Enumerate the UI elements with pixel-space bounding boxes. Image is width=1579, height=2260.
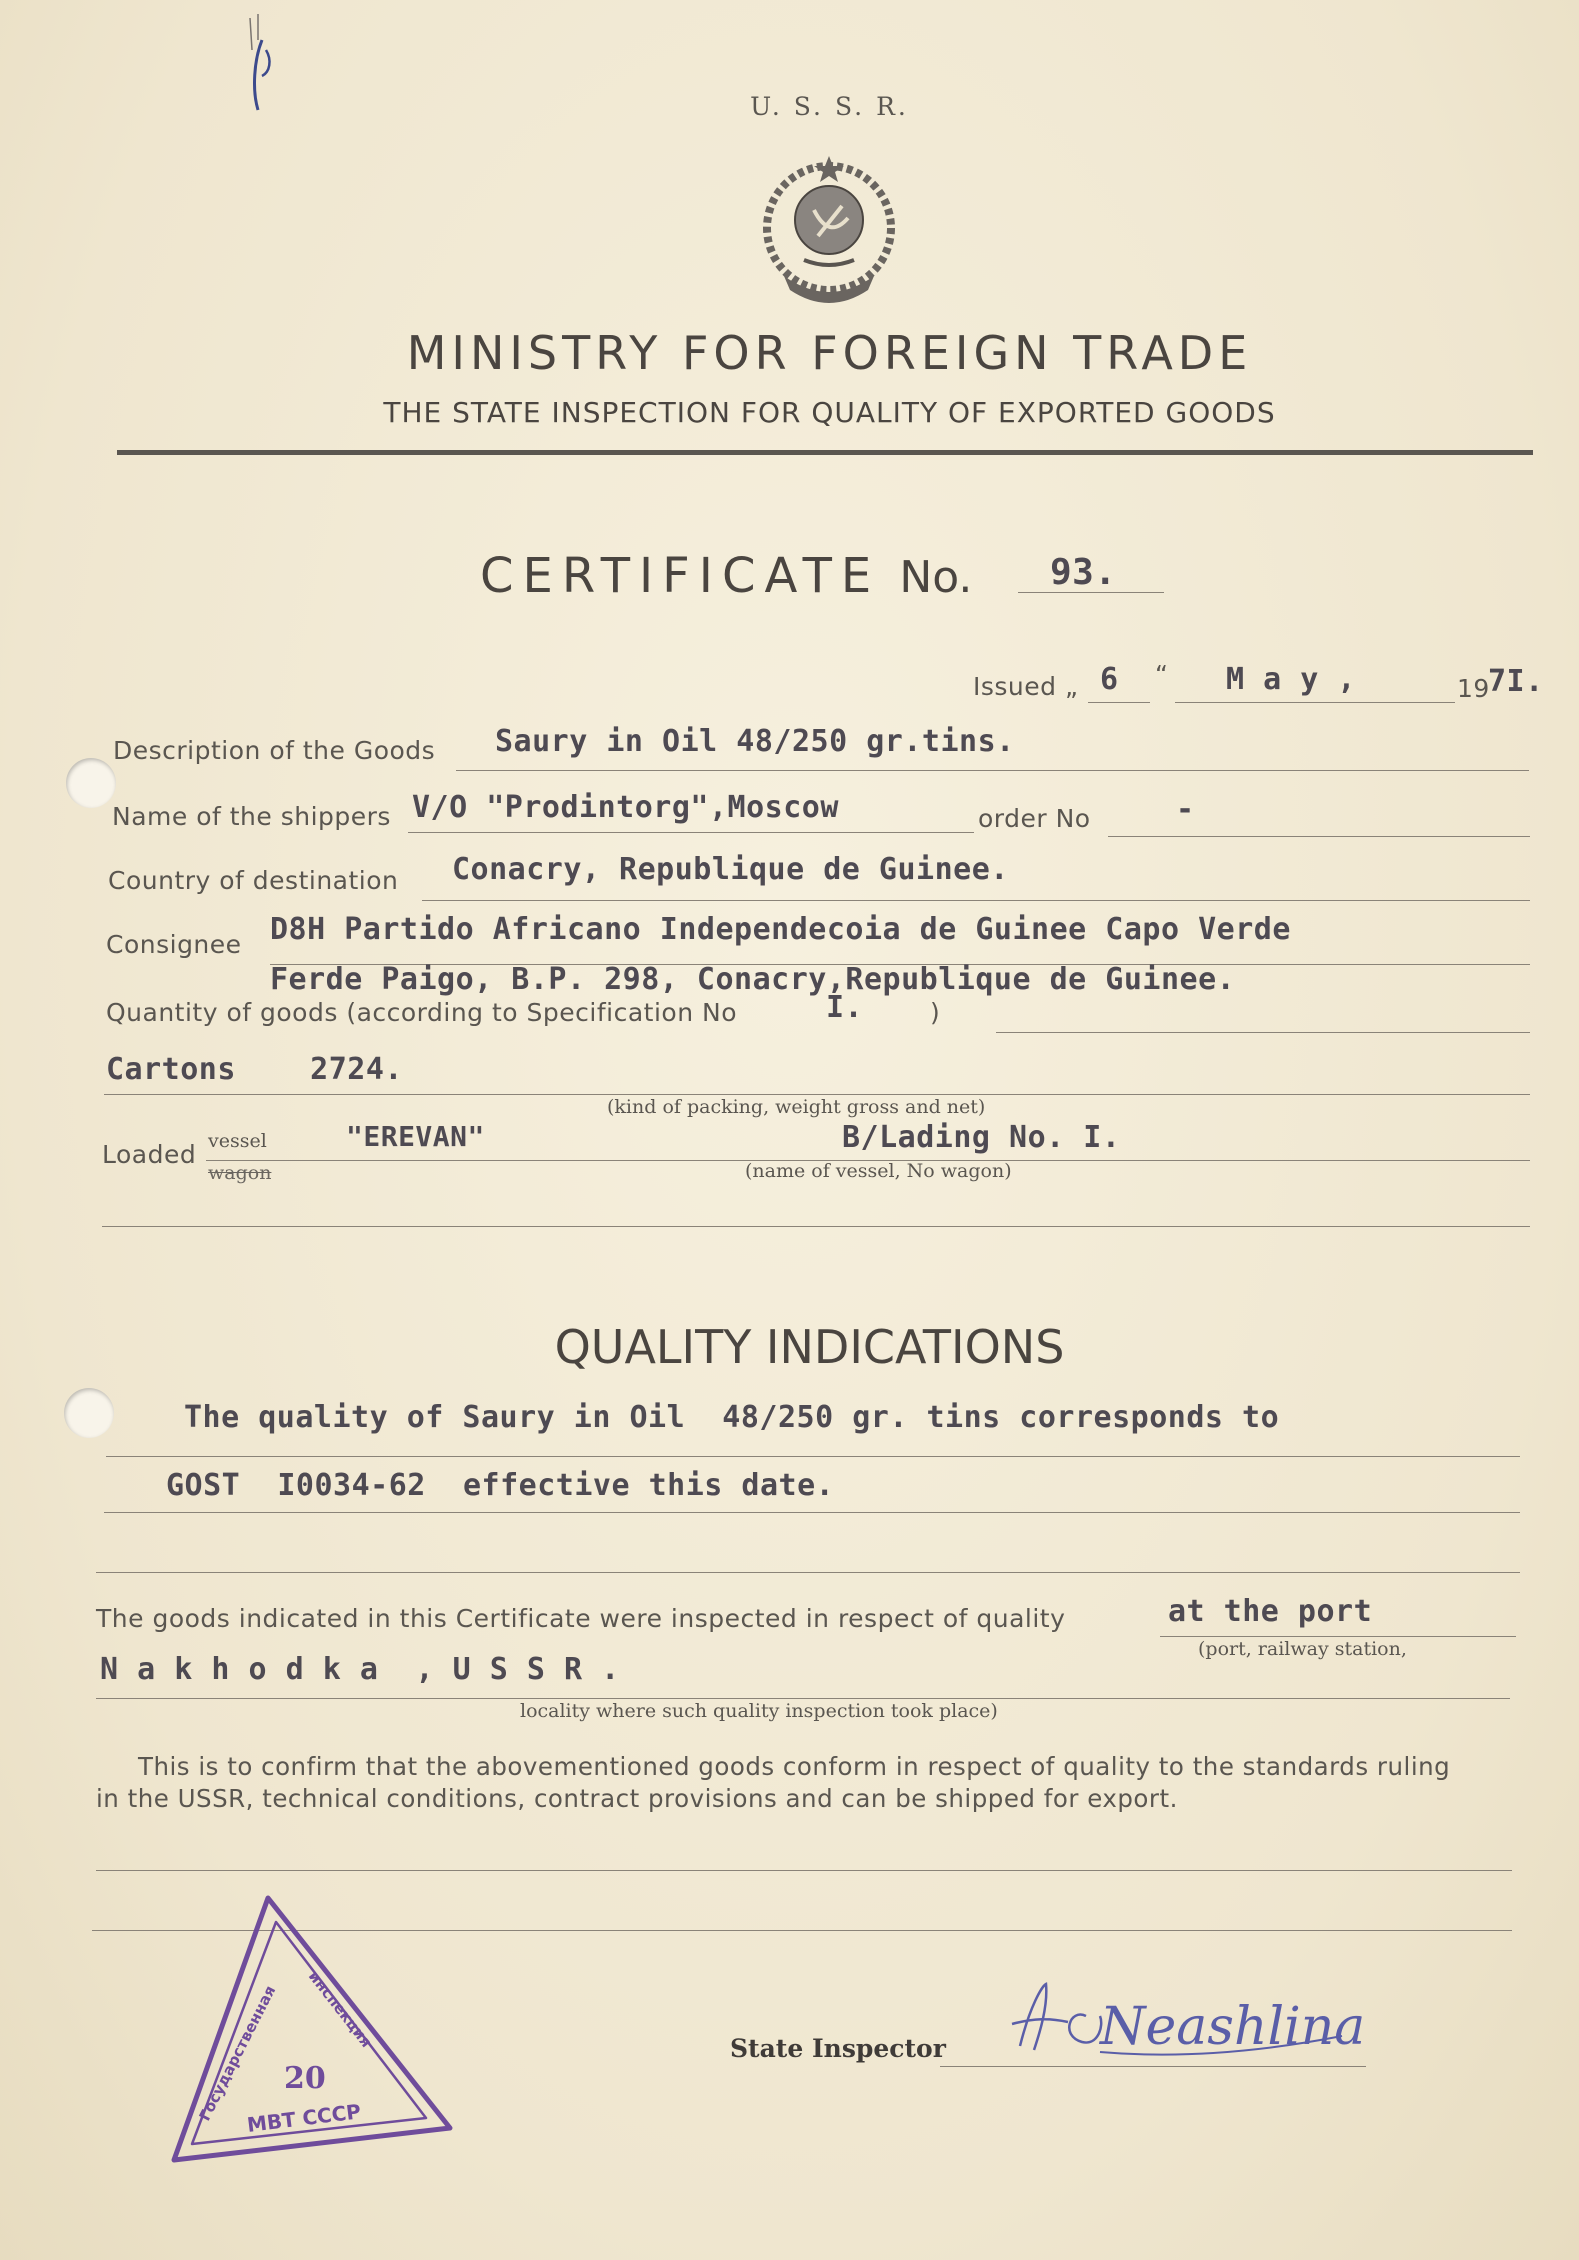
locality-value: N a k h o d k a , U S S R .: [100, 1652, 620, 1687]
issued-month: M a y ,: [1226, 662, 1356, 697]
issued-day-line: [1088, 702, 1150, 703]
destination-label: Country of destination: [108, 866, 399, 895]
issued-month-line: [1175, 702, 1455, 703]
punch-hole: [66, 758, 116, 808]
confirm-line1: This is to confirm that the abovementioned goods conform in respect of quality to the standards ruling: [138, 1752, 1451, 1781]
signature-line: [940, 2066, 1366, 2067]
punch-hole: [64, 1388, 114, 1438]
certificate-number-label: No.: [899, 552, 973, 603]
blank-line-3: [96, 1870, 1512, 1871]
quality-line1: The quality of Saury in Oil 48/250 gr. tins corresponds to: [184, 1400, 1280, 1435]
quality-line1-rule: [106, 1456, 1520, 1457]
quality-line2-rule: [104, 1512, 1520, 1513]
locality-caption: locality where such quality inspection took place): [520, 1700, 998, 1722]
blank-line-2: [96, 1572, 1520, 1573]
lading-value: B/Lading No. I.: [842, 1120, 1121, 1155]
vessel-value: "EREVAN": [346, 1120, 485, 1153]
certificate-number: 93.: [1050, 552, 1117, 593]
goods-line: [456, 770, 1529, 771]
stamp-number: 20: [284, 2061, 326, 2096]
goods-label: Description of the Goods: [113, 736, 436, 765]
consignee-label: Consignee: [106, 930, 242, 959]
shippers-value: V/O "Prodintorg",Moscow: [412, 790, 839, 825]
inspection-statement: The goods indicated in this Certificate were inspected in respect of quality: [96, 1604, 1066, 1633]
shippers-label: Name of the shippers: [112, 802, 391, 831]
issued-year-prefix: 19: [1457, 674, 1490, 703]
packing-line: [104, 1094, 1530, 1095]
destination-value: Conacry, Republique de Guinee.: [452, 852, 1009, 887]
shippers-line: [408, 832, 974, 833]
certificate-word: CERTIFICATE: [480, 548, 881, 604]
inspection-subtitle: THE STATE INSPECTION FOR QUALITY OF EXPORTED GOODS: [383, 396, 1276, 429]
loaded-label: Loaded: [102, 1140, 197, 1169]
inspection-stamp: [168, 1892, 458, 2172]
certificate-title: [480, 548, 972, 604]
issued-year: 7I.: [1488, 664, 1544, 699]
destination-line: [422, 900, 1530, 901]
issued-close-quote: “: [1155, 660, 1169, 689]
place-line: [1160, 1636, 1516, 1637]
stamp-bottom-text: МВТ СССР: [245, 2099, 363, 2137]
quantity-close: ): [930, 998, 941, 1027]
ministry-title: MINISTRY FOR FOREIGN TRADE: [406, 326, 1253, 380]
vessel-label: vessel: [208, 1130, 267, 1152]
consignee-line1: D8H Partido Africano Independecoia de Guinee Capo Verde: [270, 912, 1291, 947]
quality-line2: GOST I0034-62 effective this date.: [166, 1468, 835, 1503]
packing-caption: (kind of packing, weight gross and net): [607, 1096, 986, 1118]
goods-value: Saury in Oil 48/250 gr.tins.: [495, 724, 1015, 759]
order-line: [1108, 836, 1530, 837]
confirm-line2: in the USSR, technical conditions, contract provisions and can be shipped for export.: [96, 1784, 1178, 1813]
packing-value: Cartons 2724.: [106, 1052, 403, 1087]
quality-heading: QUALITY INDICATIONS: [554, 1320, 1065, 1374]
stamp-right-text: инспекция: [304, 1967, 376, 2051]
quantity-spec: I.: [826, 990, 864, 1025]
consignee-line2: Ferde Paigo, B.P. 298, Conacry,Republique de Guinee.: [270, 962, 1236, 997]
certificate-number-line: [1018, 592, 1164, 593]
ussr-emblem-icon: [744, 148, 914, 316]
stamp-left-text: Государственная: [195, 1982, 280, 2124]
issued-day: 6: [1100, 662, 1119, 697]
signature-label: State Inspector: [730, 2034, 946, 2063]
quantity-line: [996, 1032, 1530, 1033]
locality-line: [96, 1698, 1510, 1699]
blank-line-1: [102, 1226, 1530, 1227]
quantity-label: Quantity of goods (according to Specification No: [106, 998, 737, 1027]
order-label: order No: [978, 804, 1091, 833]
signature-mark: [990, 1966, 1370, 2066]
place-value: at the port: [1168, 1594, 1373, 1629]
signature-text: Neashlina: [1100, 1997, 1366, 2057]
vessel-caption: (name of vessel, No wagon): [745, 1160, 1012, 1182]
issued-label: Issued „: [973, 672, 1079, 701]
country-header: U. S. S. R.: [750, 92, 909, 121]
wagon-label: wagon: [208, 1162, 272, 1184]
header-divider: [117, 450, 1533, 455]
place-caption: (port, railway station,: [1198, 1638, 1407, 1660]
order-value: -: [1176, 792, 1195, 827]
